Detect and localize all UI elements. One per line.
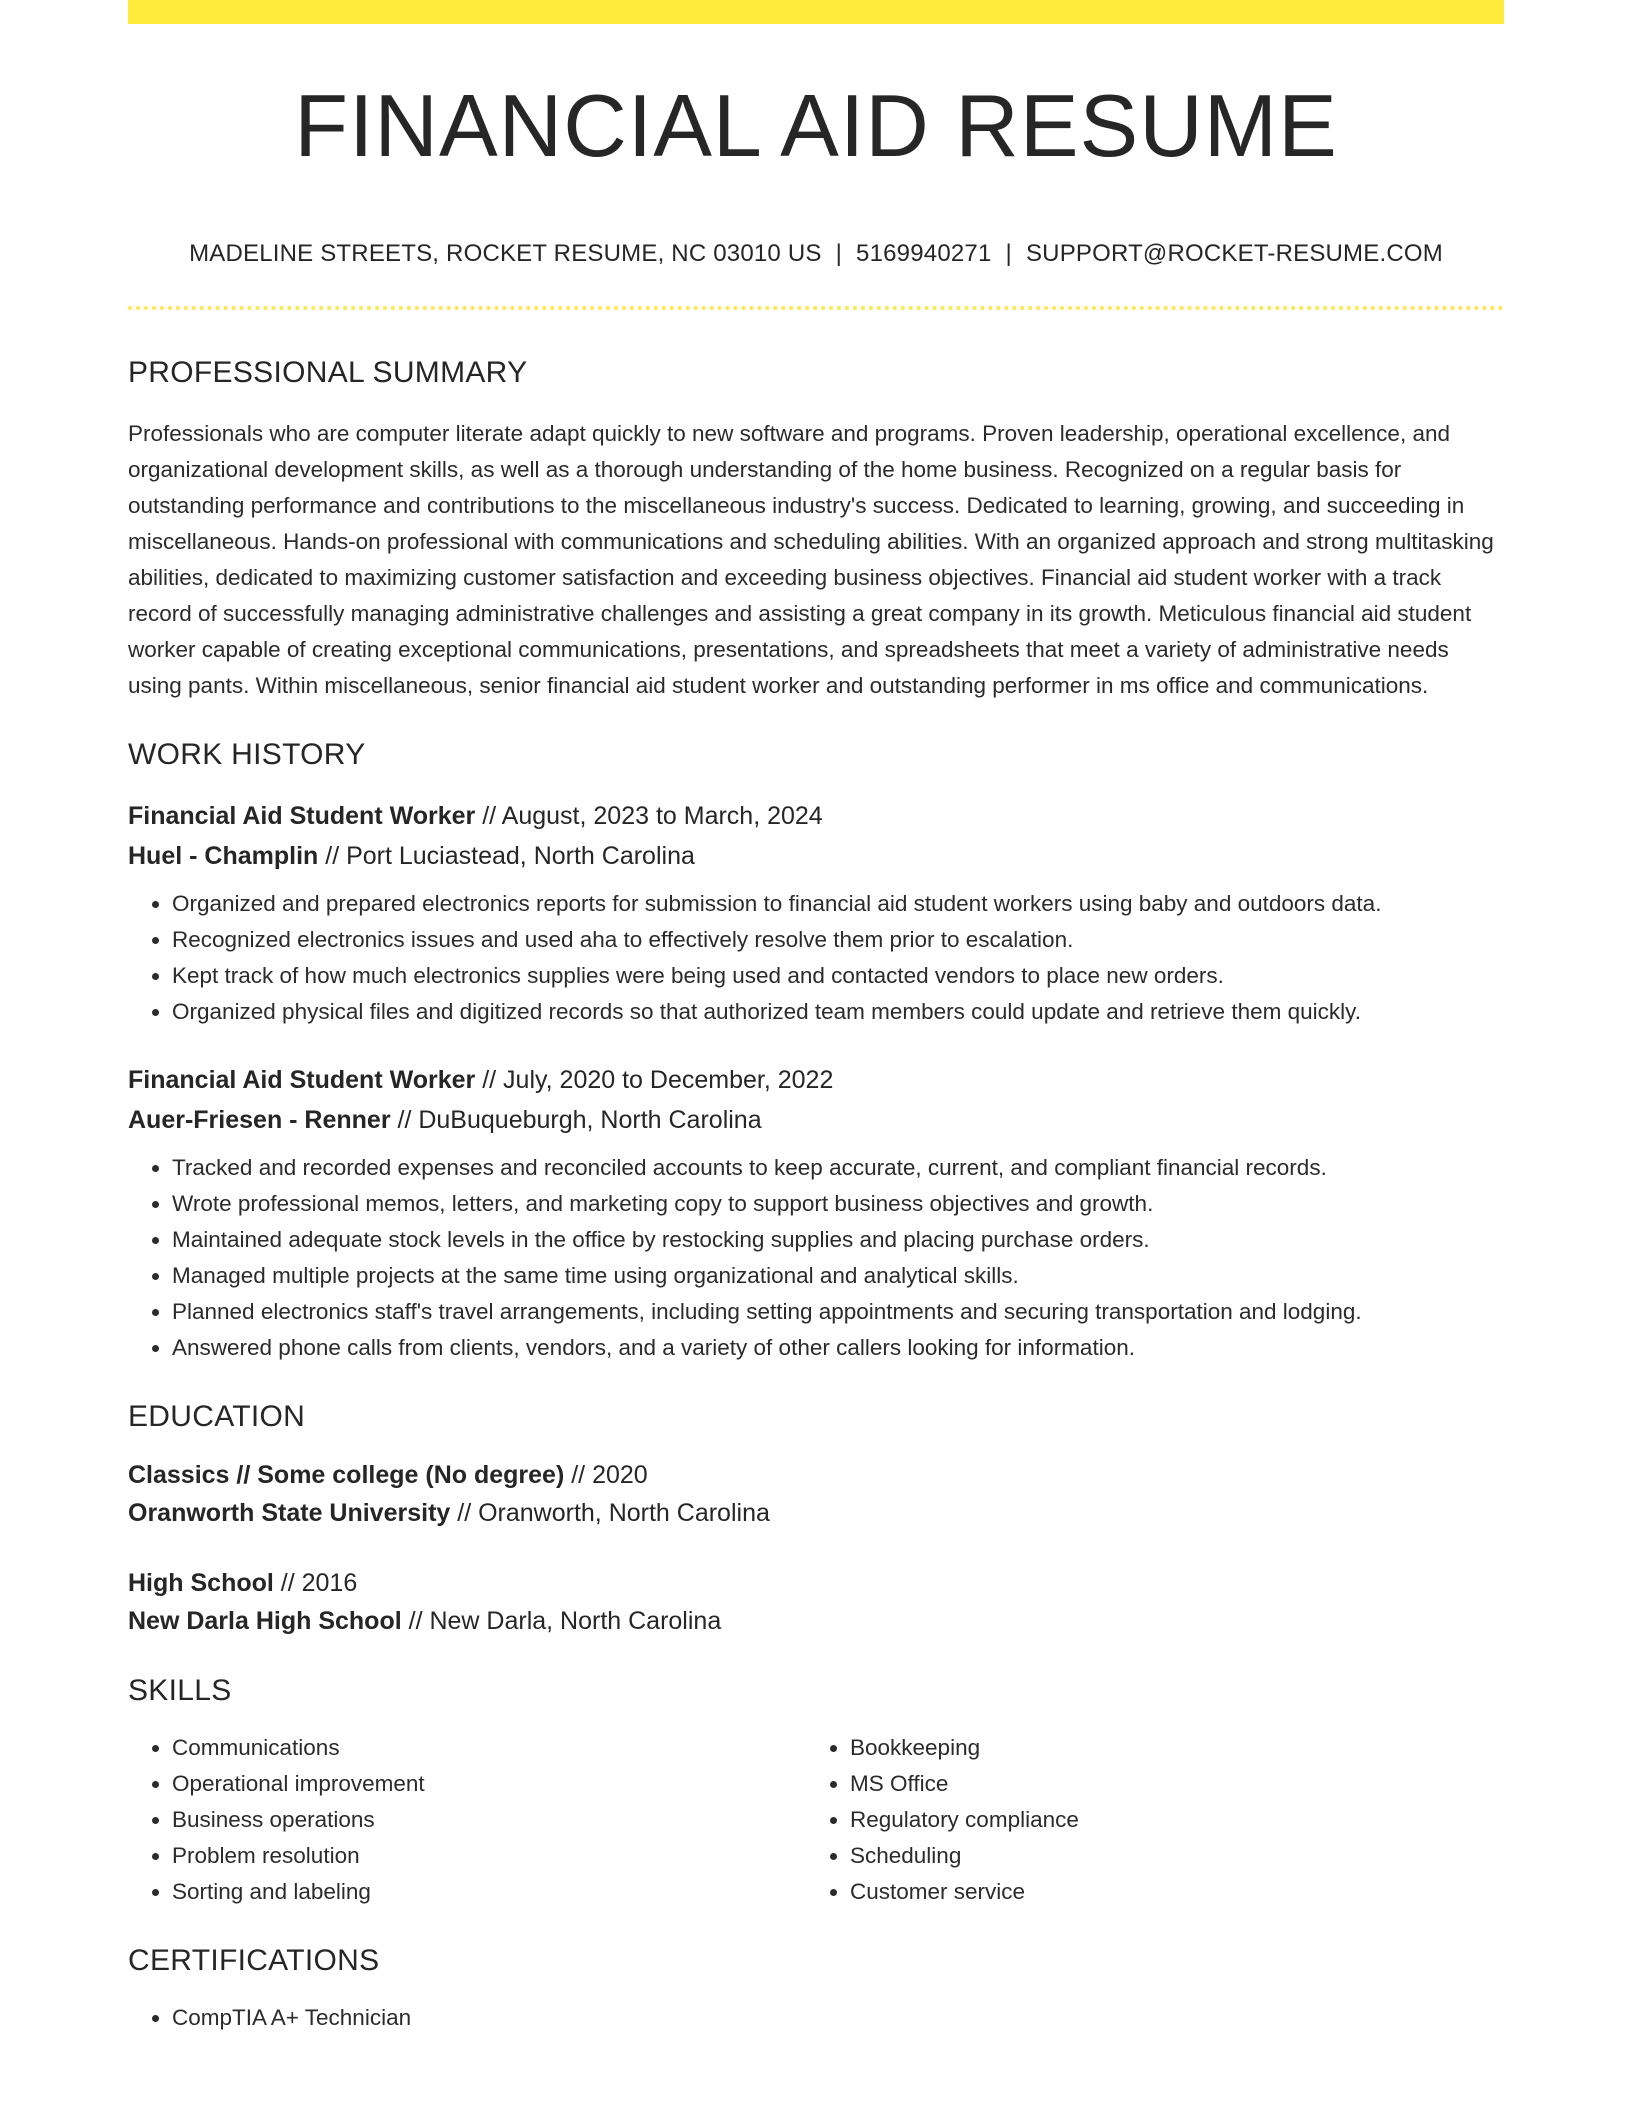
job-title-line: [128, 796, 1504, 836]
list-item: • Maintained adequate stock levels in the office by restocking supplies and placing purchase orders.: [172, 1222, 1504, 1258]
skills-section: [128, 1674, 1504, 1910]
contact-address: MADELINE STREETS, ROCKET RESUME, NC 03010 US: [189, 240, 822, 267]
list-item: • CompTIA A+ Technician: [172, 2000, 1504, 2036]
education-school: Oranworth State University: [128, 1499, 451, 1527]
job-company: Auer-Friesen - Renner: [128, 1106, 391, 1134]
skills-list-left: [128, 1730, 806, 1910]
contact-phone: 5169940271: [856, 240, 992, 267]
certifications-heading: CERTIFICATIONS: [128, 1944, 380, 1977]
list-item: • Regulatory compliance: [850, 1802, 1484, 1838]
education-degree-line: [128, 1564, 1504, 1602]
list-item: • Organized and prepared electronics reports for submission to financial aid student workers using baby and outdoors data.: [172, 886, 1504, 922]
list-item: • Customer service: [850, 1874, 1484, 1910]
skills-columns: [128, 1730, 1504, 1910]
work-history-heading: WORK HISTORY: [128, 738, 366, 771]
job-bullets: [128, 1150, 1504, 1366]
job-title: Financial Aid Student Worker: [128, 1066, 476, 1094]
education-section: [128, 1400, 1504, 1640]
list-item: • Answered phone calls from clients, vendors, and a variety of other callers looking for information.: [172, 1330, 1504, 1366]
job-location: // DuBuqueburgh, North Carolina: [390, 1106, 762, 1134]
job-title: Financial Aid Student Worker: [128, 802, 476, 830]
job-entry: [128, 1060, 1504, 1366]
list-item: • Communications: [172, 1730, 806, 1766]
list-item: • Kept track of how much electronics supplies were being used and contacted vendors to place new orders.: [172, 958, 1504, 994]
skills-heading: SKILLS: [128, 1674, 232, 1707]
education-year: // 2016: [273, 1569, 358, 1597]
education-school-line: [128, 1602, 1504, 1640]
education-entry: [128, 1456, 1504, 1532]
summary-heading: PROFESSIONAL SUMMARY: [128, 356, 528, 389]
contact-email: SUPPORT@ROCKET-RESUME.COM: [1025, 240, 1443, 267]
education-location: // Oranworth, North Carolina: [450, 1499, 770, 1527]
list-item: • Organized physical files and digitized records so that authorized team members could update and retrieve them quickly.: [172, 994, 1504, 1030]
accent-bar: [128, 0, 1504, 24]
job-company-line: [128, 1100, 1504, 1140]
header-divider: [128, 306, 1504, 310]
list-item: • Managed multiple projects at the same time using organizational and analytical skills.: [172, 1258, 1504, 1294]
job-bullets: [128, 886, 1504, 1030]
resume-title: FINANCIAL AID RESUME: [294, 76, 1338, 175]
list-item: • Recognized electronics issues and used aha to effectively resolve them prior to escalation.: [172, 922, 1504, 958]
job-dates: // July, 2020 to December, 2022: [475, 1066, 834, 1094]
list-item: • Business operations: [172, 1802, 806, 1838]
education-degree: High School: [128, 1569, 274, 1597]
contact-separator: |: [835, 240, 843, 267]
list-item: • Operational improvement: [172, 1766, 806, 1802]
job-company-line: [128, 836, 1504, 876]
education-year: // 2020: [564, 1461, 648, 1489]
job-location: // Port Luciastead, North Carolina: [318, 842, 695, 870]
list-item: • Problem resolution: [172, 1838, 806, 1874]
skills-list-right: [806, 1730, 1484, 1910]
education-school: New Darla High School: [128, 1607, 402, 1635]
list-item: • Bookkeeping: [850, 1730, 1484, 1766]
education-degree-line: [128, 1456, 1504, 1494]
list-item: • Sorting and labeling: [172, 1874, 806, 1910]
education-school-line: [128, 1494, 1504, 1532]
work-history-section: [128, 738, 1504, 1366]
job-title-line: [128, 1060, 1504, 1100]
summary-text: Professionals who are computer literate adapt quickly to new software and programs. Proven leadership, operational excellence, and organizational development skills, as well as a thorough understanding of the home business. Recognized on a regular basis for outstanding performance and contributions to the miscellaneous industry's success. Dedicated to learning, growing, and succeeding in miscellaneous. Hands-on professional with communications and scheduling abilities. With an organized approach and strong multitasking abilities, dedicated to maximizing customer satisfaction and exceeding business objectives. Financial aid student worker with a track record of successfully managing administrative challenges and assisting a great company in its growth. Meticulous financial aid student worker capable of creating exceptional communications, presentations, and spreadsheets that meet a variety of administrative needs using pants. Within miscellaneous, senior financial aid student worker and outstanding performer in ms office and communications.: [128, 421, 1494, 698]
summary-section: [128, 356, 1504, 704]
contact-separator: |: [1005, 240, 1012, 267]
job-dates: // August, 2023 to March, 2024: [475, 802, 823, 830]
list-item: • MS Office: [850, 1766, 1484, 1802]
contact-line: [128, 240, 1504, 268]
list-item: • Scheduling: [850, 1838, 1484, 1874]
list-item: • Wrote professional memos, letters, and marketing copy to support business objectives and growth.: [172, 1186, 1504, 1222]
education-degree: Classics // Some college (No degree): [128, 1461, 565, 1489]
certifications-list: [128, 2000, 1504, 2036]
certifications-section: [128, 1944, 1504, 2036]
job-entry: [128, 796, 1504, 1030]
list-item: • Planned electronics staff's travel arrangements, including setting appointments and securing transportation and lodging.: [172, 1294, 1504, 1330]
list-item: • Tracked and recorded expenses and reconciled accounts to keep accurate, current, and compliant financial records.: [172, 1150, 1504, 1186]
education-heading: EDUCATION: [128, 1400, 306, 1433]
resume-page: [128, 0, 1504, 2036]
education-entry: [128, 1564, 1504, 1640]
job-company: Huel - Champlin: [128, 842, 319, 870]
education-location: // New Darla, North Carolina: [401, 1607, 722, 1635]
